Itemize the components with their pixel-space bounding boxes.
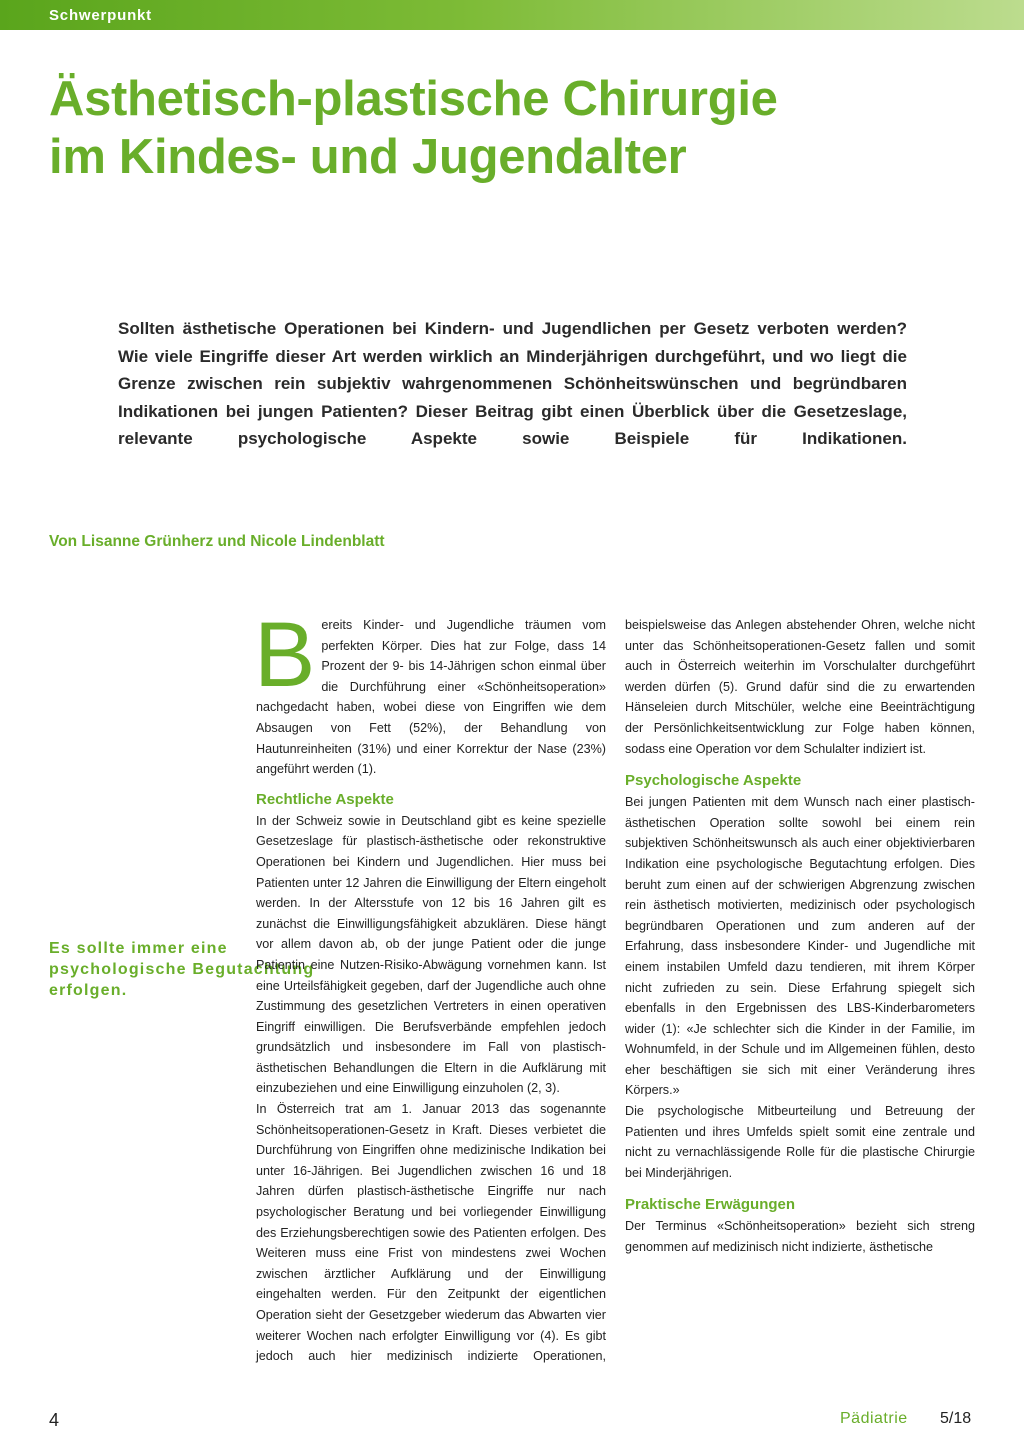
page-number: 4 — [49, 1410, 60, 1430]
heading-praktische-erwaegungen: Praktische Erwägungen — [625, 1196, 796, 1214]
text-column-right — [625, 615, 975, 1258]
article-lead: Sollten ästhetische Operationen bei Kindern- und Jugendlichen per Gesetz verboten werden? Wie viele Eingriffe dieser Art werden wirklich an Minderjährigen durchgeführt, und wo liegt die Grenze zwischen rein subjektiv wahrgenommenen Schönheitswünschen und begründbaren Indikationen bei jungen Patienten? Dieser Beitrag gibt einen Überblick über die Gesetzeslage, relevante psychologische Aspekte sowie Beispiele für Indikationen. — [118, 319, 907, 448]
paragraph-rechtlich-2-continued: beispielsweise das Anlegen abstehender Ohren, welche nicht unter das Schönheitsoperationen-Gesetz fallen und somit auch in Österreich weiterhin im Vorschulalter durchgeführt werden dürfen (5). Grund dafür sind die zu erwartenden Hänseleien durch Mitschüler, welche eine Beeinträchtigung der Persönlichkeitsentwicklung zur Folge haben können, sodass eine Operation vor dem Schulalter indiziert ist. — [625, 618, 975, 756]
paragraph-psych-2: Die psychologische Mitbeurteilung und Betreuung der Patienten und ihres Umfelds spielt somit eine zentrale und nicht zu vernachlässigende Rolle für die plastische Chirurgie bei Minderjährigen. — [625, 1104, 975, 1180]
intro-text: ereits Kinder- und Jugendliche träumen vom perfekten Körper. Dies hat zur Folge, dass 14 Prozent der 9- bis 14-Jährigen schon einmal über die Durchführung einer «Schönheitsoperation» nachgedacht haben, wobei diese von Eingriffen wie dem Absaugen von Fett (52%), der Behandlung von Hautunreinheiten (31%) und einer Korrektur der Nase (23%) angeführt werden (1). — [256, 618, 606, 777]
section-header-bar — [0, 0, 1024, 30]
paragraph-rechtlich-2: In Österreich trat am 1. Januar 2013 das sogenannte Schönheitsoperationen-Gesetz in Kraft. Dieses verbietet die Durchführung von Eingriffen ohne medizinische Indikation bei unter 16-Jährigen. Bei Jugendlichen zwischen 16 und 18 Jahren dürfen plastisch-ästhetische Eingriffe nur nach psychologischer Beratung und bei vorliegender Einwilligung des Erziehungsberechtigen sowie des Patienten erfolgen. Des Weiteren muss eine Frist von mindestens zwei Wochen zwischen ärztlicher Aufklärung und der Einwilligung eingehalten werden. Für den Zeitpunkt der eigentlichen Operation sieht der Gesetzgeber wiederum das Abwarten vier weiterer Wochen nach erfolgter Einwilligung vor (4). Es gibt jedoch auch hier medizinisch indizierte Operationen, — [256, 1102, 606, 1364]
intro-paragraph — [254, 604, 606, 780]
title-line-1: Ästhetisch-plastische Chirurgie — [49, 72, 778, 126]
pull-quote: Es sollte immer eine psychologische Begutachtung erfolgen. — [49, 940, 315, 999]
text-column-left — [254, 604, 606, 1367]
paragraph-praktisch: Der Terminus «Schönheitsoperation» bezieht sich streng genommen auf medizinisch nicht indizierte, ästhetische — [625, 1219, 975, 1255]
title-line-2: im Kindes- und Jugendalter — [49, 130, 687, 184]
article-title — [49, 70, 1009, 186]
heading-rechtliche-aspekte: Rechtliche Aspekte — [256, 790, 394, 808]
paragraph-psych-1: Bei jungen Patienten mit dem Wunsch nach einer plastisch-ästhetischen Operation sollte sowohl bei einem rein subjektiven Schönheitswunsch als auch einer objektivierbaren Indikation eine psychologische Begutachtung erfolgen. Dies beruht zum einen auf der schwierigen Abgrenzung zwischen rein ästhetisch motivierten, medizinisch oder psychologisch begründbaren Operationen und zum anderen auf der Erfahrung, dass insbesondere Kinder- und Jugendliche mit einem instabilen Umfeld dazu tendieren, mit ihrem Körper nicht zufrieden zu sein. Diese Erfahrung spiegelt sich ebenfalls in den Ergebnissen des LBS-Kinderbarometers wider (1): «Je schlechter sich die Kinder in der Familie, im Wohnumfeld, in der Schule und im Allgemeinen fühlen, desto eher beschäftigen sie sich mit einer Veränderung ihres Körpers.» — [625, 795, 975, 1098]
journal-name: Pädiatrie — [840, 1410, 908, 1427]
drop-cap: B — [254, 604, 316, 706]
heading-psychologische-aspekte: Psychologische Aspekte — [625, 772, 802, 790]
paragraph-rechtlich-1: In der Schweiz sowie in Deutschland gibt es keine spezielle Gesetzeslage für plastisch-ästhetische oder rekonstruktive Operationen bei Kindern und Jugendlichen. Hier muss bei Patienten unter 12 Jahren die Einwilligung der Eltern eingeholt werden. In der Altersstufe von 12 bis 16 Jahren gilt es zunächst die Einwilligungsfähigkeit abzuklären. Diese hängt vor allem davon ab, ob der junge Patient oder die junge Patientin eine Nutzen-Risiko-Abwägung vornehmen kann. Ist eine Urteilsfähigkeit gegeben, darf der Jugendliche auch ohne Zustimmung des gesetzlichen Vertreters in einen operativen Eingriff einwilligen. Die Berufsverbände empfehlen jedoch grundsätzlich und insbesondere im Fall von plastisch-ästhetischen Behandlungen die Eltern in die Aufklärung mit einzubeziehen und eine Einwilligung einzuholen (2, 3). — [256, 813, 606, 1096]
article-byline: Von Lisanne Grünherz und Nicole Lindenblatt — [49, 533, 385, 550]
section-label: Schwerpunkt — [49, 7, 152, 24]
issue-number: 5/18 — [940, 1410, 972, 1427]
